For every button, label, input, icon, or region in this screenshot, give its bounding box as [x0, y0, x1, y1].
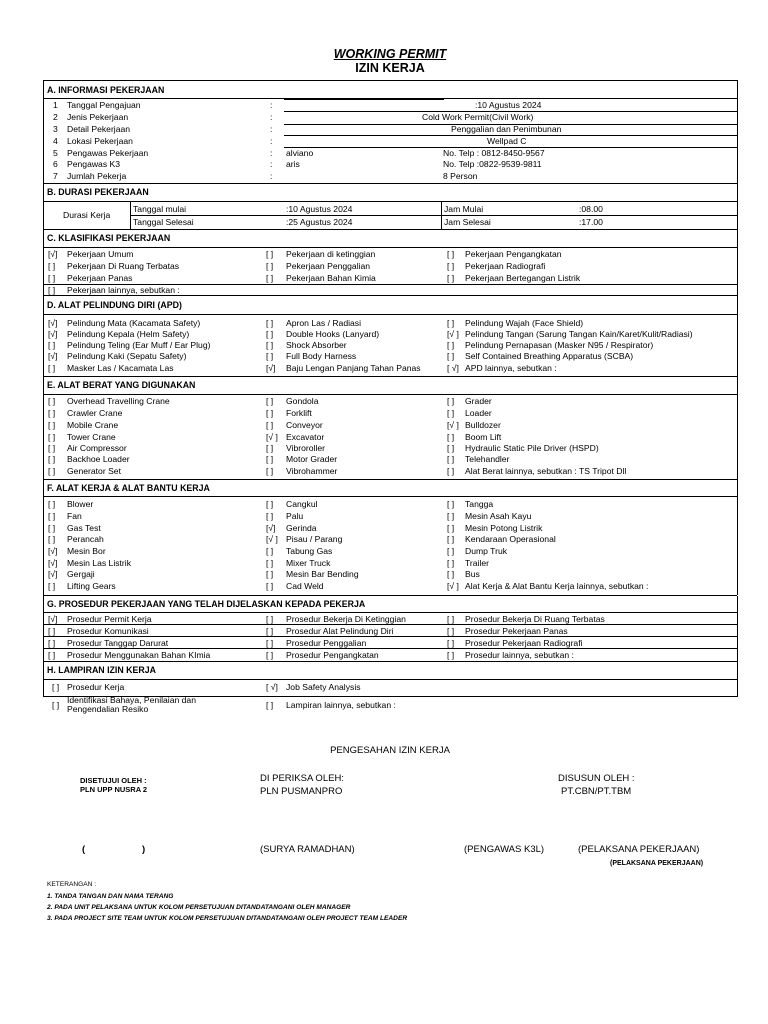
signature-pengawas: (PENGAWAS K3L)	[464, 844, 545, 855]
checkbox[interactable]: [ ]	[266, 443, 274, 453]
d-item-label: Full Body Harness	[286, 351, 357, 361]
checkbox[interactable]: [ ]	[266, 249, 274, 259]
d-item-label: Baju Lengan Panjang Tahan Panas	[286, 363, 421, 373]
f-item-label: Mesin Las Listrik	[67, 558, 131, 568]
e-item-label: Excavator	[286, 432, 325, 442]
checkbox[interactable]: [ ]	[48, 466, 56, 476]
d-item-label: Pelindung Pernapasan (Masker N95 / Respirator)	[465, 340, 654, 350]
checkbox[interactable]: [√ ]	[447, 329, 459, 339]
checkbox[interactable]: [ ]	[447, 626, 455, 636]
checkbox[interactable]: [ ]	[447, 534, 455, 544]
info-colon: :	[270, 124, 273, 134]
row-number: 5	[53, 148, 58, 158]
checkbox[interactable]: [ ]	[48, 340, 56, 350]
c-item-label: Pekerjaan Bahan Kimia	[286, 273, 376, 283]
f-item-label: Gerinda	[286, 523, 317, 533]
checkbox[interactable]: [ ]	[447, 249, 455, 259]
disusun-label: DISUSUN OLEH :	[558, 773, 635, 784]
info-colon: :	[270, 148, 273, 158]
checkbox[interactable]: [√ ]	[266, 534, 278, 544]
f-item-label: Mesin Potong Listrik	[465, 523, 543, 533]
e-item-label: Telehandler	[465, 454, 510, 464]
d-item-label: Pelindung Teling (Ear Muff / Ear Plug)	[67, 340, 211, 350]
e-item-label: Conveyor	[286, 420, 323, 430]
e-item-label: Air Compressor	[67, 443, 127, 453]
info-extra: No. Telp :0822-9539-9811	[443, 159, 542, 169]
d-item-label: Pelindung Tangan (Sarung Tangan Kain/Karet/Kulit/Radiasi)	[465, 329, 693, 339]
checkbox[interactable]: [ ]	[266, 569, 274, 579]
c-item-label: Pekerjaan Umum	[67, 249, 134, 259]
checkbox[interactable]: [√ ]	[447, 420, 459, 430]
section-e-header: E. ALAT BERAT YANG DIGUNAKAN	[47, 380, 196, 390]
jam-selesai-label: Jam Selesai	[444, 217, 491, 227]
checkbox[interactable]: [ ]	[266, 650, 274, 660]
checkbox[interactable]: [ ]	[266, 318, 274, 328]
checkbox[interactable]: [ √]	[447, 363, 459, 373]
row-number: 1	[53, 100, 58, 110]
checkbox[interactable]: [ ]	[266, 396, 274, 406]
info-colon: :	[270, 112, 273, 122]
c-item-label: Pekerjaan Panas	[67, 273, 133, 283]
info-value: :10 Agustus 2024	[475, 100, 542, 110]
checkbox[interactable]: [ ]	[48, 511, 56, 521]
f-item-label: Palu	[286, 511, 304, 521]
info-label: Pengawas K3	[67, 159, 121, 169]
e-item-label: Mobile Crane	[67, 420, 119, 430]
e-item-label: Loader	[465, 408, 492, 418]
checkbox[interactable]: [ ]	[447, 546, 455, 556]
checkbox[interactable]: [ ]	[48, 396, 56, 406]
f-item-label: Gas Test	[67, 523, 101, 533]
checkbox[interactable]: [ ]	[447, 261, 455, 271]
c-item-label: Pekerjaan di ketinggian	[286, 249, 376, 259]
keterangan-note-1: 1. TANDA TANGAN DAN NAMA TERANG	[47, 893, 174, 900]
checkbox[interactable]: [√]	[48, 249, 58, 259]
e-item-label: Bulldozer	[465, 420, 501, 430]
f-item-label: Trailer	[465, 558, 490, 568]
checkbox[interactable]: [ ]	[447, 396, 455, 406]
e-item-label: Hydraulic Static Pile Driver (HSPD)	[465, 443, 599, 453]
section-g-header: G. PROSEDUR PEKERJAAN YANG TELAH DIJELASKAN KEPADA PEKERJA	[47, 599, 366, 609]
checkbox[interactable]: [√ ]	[447, 581, 459, 591]
checkbox[interactable]: [√]	[48, 329, 58, 339]
signature-paren-close: )	[142, 844, 146, 855]
checkbox[interactable]: [ ]	[48, 523, 56, 533]
checkbox[interactable]: [ ]	[447, 454, 455, 464]
row-number: 4	[53, 136, 58, 146]
checkbox[interactable]: [ ]	[266, 273, 274, 283]
e-item-label: Generator Set	[67, 466, 121, 476]
row-number: 6	[53, 159, 58, 169]
section-f-header: F. ALAT KERJA & ALAT BANTU KERJA	[47, 483, 210, 493]
e-item-label: Grader	[465, 396, 492, 406]
e-item-label: Backhoe Loader	[67, 454, 130, 464]
tanggal-mulai-value: :10 Agustus 2024	[286, 204, 353, 214]
checkbox[interactable]: [ ]	[447, 340, 455, 350]
checkbox[interactable]: [√]	[48, 569, 58, 579]
checkbox[interactable]: [ ]	[48, 420, 56, 430]
section-b-header: B. DURASI PEKERJAAN	[47, 187, 149, 197]
disusun-org: PT.CBN/PT.TBM	[561, 786, 632, 797]
checkbox[interactable]: [ ]	[447, 432, 455, 442]
f-item-label: Tabung Gas	[286, 546, 333, 556]
checkbox[interactable]: [ ]	[447, 650, 455, 660]
d-item-label: Shock Absorber	[286, 340, 347, 350]
checkbox[interactable]: [ ]	[266, 546, 274, 556]
checkbox[interactable]: [√ ]	[266, 432, 278, 442]
f-item-label: Gergaji	[67, 569, 95, 579]
d-item-label: Pelindung Wajah (Face Shield)	[465, 318, 584, 328]
checkbox[interactable]: [ ]	[266, 700, 274, 710]
keterangan-title: KETERANGAN :	[47, 881, 97, 888]
prosedur-kerja-label: Prosedur Kerja	[67, 682, 125, 692]
e-item-label: Gondola	[286, 396, 319, 406]
tanggal-mulai-label: Tanggal mulai	[133, 204, 187, 214]
info-label: Lokasi Pekerjaan	[67, 136, 133, 146]
e-item-label: Motor Grader	[286, 454, 338, 464]
e-item-label: Alat Berat lainnya, sebutkan : TS Tripot Dll	[465, 466, 627, 476]
c-item-label: Pekerjaan Radiografi	[465, 261, 546, 271]
identifikasi-label-1: Identifikasi Bahaya, Penilaian dan	[67, 695, 196, 705]
jsa-label: Job Safety Analysis	[286, 682, 361, 692]
checkbox[interactable]: [ ]	[48, 534, 56, 544]
tanggal-selesai-value: :25 Agustus 2024	[286, 217, 353, 227]
checkbox[interactable]: [ ]	[48, 363, 56, 373]
signature-pelaksana-small: (PELAKSANA PEKERJAAN)	[610, 860, 704, 867]
info-extra: 8 Person	[443, 171, 478, 181]
f-item-label: Blower	[67, 499, 94, 509]
g-item-label: Prosedur Alat Pelindung Diri	[286, 626, 394, 636]
checkbox[interactable]: [ ]	[447, 569, 455, 579]
checkbox[interactable]: [ ]	[266, 626, 274, 636]
checkbox[interactable]: [ ]	[447, 499, 455, 509]
keterangan-note-2: 2. PADA UNIT PELAKSANA UNTUK KOLOM PERSETUJUAN DITANDATANGANI OLEH MANAGER	[47, 904, 351, 911]
info-colon: :	[270, 159, 273, 169]
checkbox[interactable]: [√]	[48, 614, 58, 624]
checkbox[interactable]: [√]	[266, 523, 276, 533]
info-label: Tanggal Pengajuan	[67, 100, 141, 110]
g-item-label: Prosedur Pekerjaan Radiografi	[465, 638, 583, 648]
c-item-label: Pekerjaan Bertegangan Listrik	[465, 273, 581, 283]
identifikasi-label-2: Pengendalian Resiko	[67, 704, 149, 714]
signature-paren-open: (	[82, 844, 86, 855]
g-item-label: Prosedur Bekerja Di Ruang Terbatas	[465, 614, 605, 624]
checkbox[interactable]: [ ]	[266, 329, 274, 339]
checkbox[interactable]: [ ]	[266, 499, 274, 509]
section-a-header: A. INFORMASI PEKERJAAN	[47, 85, 165, 95]
info-label: Pengawas Pekerjaan	[67, 148, 149, 158]
signature-pelaksana: (PELAKSANA PEKERJAAN)	[578, 844, 700, 855]
f-item-label: Mesin Bar Bending	[286, 569, 359, 579]
d-item-label: Pelindung Kaki (Sepatu Safety)	[67, 351, 187, 361]
c-item-label: Pekerjaan Penggalian	[286, 261, 371, 271]
checkbox[interactable]: [ ]	[48, 638, 56, 648]
d-item-label: Pelindung Kepala (Helm Safety)	[67, 329, 190, 339]
checkbox[interactable]: [ ]	[266, 558, 274, 568]
checkbox[interactable]: [ ]	[447, 511, 455, 521]
checkbox[interactable]: [ ]	[266, 638, 274, 648]
g-item-label: Prosedur Menggunakan Bahan KImia	[67, 650, 211, 660]
c-item-label: Pekerjaan lainnya, sebutkan :	[67, 285, 180, 295]
disetujui-org: PLN UPP NUSRA 2	[80, 785, 148, 794]
lampiran-lainnya-label: Lampiran lainnya, sebutkan :	[286, 700, 396, 710]
f-item-label: Bus	[465, 569, 480, 579]
checkbox[interactable]: [ ]	[48, 650, 56, 660]
checkbox[interactable]: [ ]	[52, 682, 60, 692]
checkbox[interactable]: [ ]	[266, 466, 274, 476]
checkbox[interactable]: [ ]	[48, 432, 56, 442]
checkbox[interactable]: [ ]	[52, 700, 60, 710]
g-item-label: Prosedur Permit Kerja	[67, 614, 152, 624]
g-item-label: Prosedur lainnya, sebutkan :	[465, 650, 574, 660]
row-number: 3	[53, 124, 58, 134]
durasi-label: Durasi Kerja	[63, 210, 111, 220]
diperiksa-label: DI PERIKSA OLEH:	[260, 773, 344, 784]
jam-selesai-value: :17.00	[579, 217, 603, 227]
g-item-label: Prosedur Tanggap Darurat	[67, 638, 169, 648]
signature-surya: (SURYA RAMADHAN)	[260, 844, 355, 855]
info-colon: :	[270, 100, 273, 110]
checkbox[interactable]: [ ]	[447, 273, 455, 283]
f-item-label: Mesin Bor	[67, 546, 106, 556]
f-item-label: Tangga	[465, 499, 494, 509]
g-item-label: Prosedur Komunikasi	[67, 626, 149, 636]
section-d-header: D. ALAT PELINDUNG DIRI (APD)	[47, 300, 182, 310]
checkbox[interactable]: [ ]	[447, 408, 455, 418]
checkbox[interactable]: [√]	[48, 351, 58, 361]
checkbox[interactable]: [ ]	[447, 558, 455, 568]
g-item-label: Prosedur Penggalian	[286, 638, 367, 648]
f-item-label: Kendaraan Operasional	[465, 534, 556, 544]
c-item-label: Pekerjaan Pengangkatan	[465, 249, 562, 259]
f-item-label: Alat Kerja & Alat Bantu Kerja lainnya, sebutkan :	[465, 581, 649, 591]
checkbox[interactable]: [ ]	[266, 408, 274, 418]
d-item-label: APD lainnya, sebutkan :	[465, 363, 557, 373]
tanggal-selesai-label: Tanggal Selesai	[133, 217, 194, 227]
e-item-label: Tower Crane	[67, 432, 116, 442]
d-item-label: Pelindung Mata (Kacamata Safety)	[67, 318, 201, 328]
document-title: WORKING PERMIT	[333, 47, 447, 61]
f-item-label: Fan	[67, 511, 82, 521]
jam-mulai-label: Jam Mulai	[444, 204, 484, 214]
checkbox[interactable]: [ ]	[447, 523, 455, 533]
f-item-label: Lifting Gears	[67, 581, 116, 591]
c-item-label: Pekerjaan Di Ruang Terbatas	[67, 261, 180, 271]
f-item-label: Pisau / Parang	[286, 534, 343, 544]
g-item-label: Prosedur Pengangkatan	[286, 650, 379, 660]
e-item-label: Vibroroller	[286, 443, 326, 453]
checkbox[interactable]: [ ]	[266, 581, 274, 591]
checkbox[interactable]: [ ]	[48, 443, 56, 453]
row-number: 7	[53, 171, 58, 181]
e-item-label: Boom Lift	[465, 432, 502, 442]
f-item-label: Perancah	[67, 534, 104, 544]
keterangan-note-3: 3. PADA PROJECT SITE TEAM UNTUK KOLOM PERSETUJUAN DITANDATANGANI OLEH PROJECT TEAM LEADER	[47, 915, 408, 922]
info-label: Jenis Pekerjaan	[67, 112, 129, 122]
checkbox[interactable]: [ ]	[48, 408, 56, 418]
checkbox[interactable]: [ ]	[266, 340, 274, 350]
info-label: Jumlah Pekerja	[67, 171, 127, 181]
section-h-header: H. LAMPIRAN IZIN KERJA	[47, 665, 156, 675]
info-value: Wellpad C	[487, 136, 527, 146]
checkbox[interactable]: [ ]	[266, 420, 274, 430]
checkbox[interactable]: [ ]	[266, 261, 274, 271]
d-item-label: Masker Las / Kacamata Las	[67, 363, 174, 373]
f-item-label: Mesin Asah Kayu	[465, 511, 532, 521]
section-c-header: C. KLASIFIKASI PEKERJAAN	[47, 233, 171, 243]
checkbox[interactable]: [ ]	[48, 581, 56, 591]
d-item-label: Double Hooks (Lanyard)	[286, 329, 380, 339]
info-value: Cold Work Permit(Civil Work)	[422, 112, 534, 122]
f-item-label: Cangkul	[286, 499, 318, 509]
document-subtitle: IZIN KERJA	[355, 61, 425, 75]
d-item-label: Self Contained Breathing Apparatus (SCBA)	[465, 351, 634, 361]
info-colon: :	[270, 136, 273, 146]
disetujui-label: DISETUJUI OLEH :	[80, 776, 147, 785]
checkbox[interactable]: [ ]	[447, 318, 455, 328]
checkbox[interactable]: [ √]	[266, 682, 278, 692]
info-value: aris	[286, 159, 300, 169]
checkbox[interactable]: [ ]	[48, 454, 56, 464]
f-item-label: Dump Truk	[465, 546, 508, 556]
checkbox[interactable]: [ ]	[48, 626, 56, 636]
jam-mulai-value: :08.00	[579, 204, 603, 214]
checkbox[interactable]: [ ]	[266, 511, 274, 521]
checkbox[interactable]: [ ]	[48, 273, 56, 283]
checkbox[interactable]: [ ]	[48, 499, 56, 509]
checkbox[interactable]: [ ]	[266, 454, 274, 464]
info-value: Penggalian dan Penimbunan	[451, 124, 562, 134]
g-item-label: Prosedur Bekerja Di Ketinggian	[286, 614, 406, 624]
e-item-label: Vibrohammer	[286, 466, 338, 476]
row-number: 2	[53, 112, 58, 122]
d-item-label: Apron Las / Radiasi	[286, 318, 361, 328]
info-value: alviano	[286, 148, 314, 158]
checkbox[interactable]: [ ]	[447, 351, 455, 361]
pengesahan-title: PENGESAHAN IZIN KERJA	[330, 745, 450, 756]
f-item-label: Mixer Truck	[286, 558, 331, 568]
checkbox[interactable]: [√]	[266, 363, 276, 373]
checkbox[interactable]: [√]	[48, 558, 58, 568]
checkbox[interactable]: [ ]	[266, 351, 274, 361]
e-item-label: Crawler Crane	[67, 408, 123, 418]
checkbox[interactable]: [ ]	[266, 614, 274, 624]
checkbox[interactable]: [√]	[48, 546, 58, 556]
info-extra: No. Telp : 0812-8450-9567	[443, 148, 545, 158]
checkbox[interactable]: [ ]	[48, 261, 56, 271]
g-item-label: Prosedur Pekerjaan Panas	[465, 626, 568, 636]
checkbox[interactable]: [√]	[48, 318, 58, 328]
checkbox[interactable]: [ ]	[447, 638, 455, 648]
checkbox[interactable]: [ ]	[447, 614, 455, 624]
f-item-label: Cad Weld	[286, 581, 324, 591]
e-item-label: Forklift	[286, 408, 312, 418]
checkbox[interactable]: [ ]	[447, 466, 455, 476]
info-label: Detail Pekerjaan	[67, 124, 131, 134]
checkbox[interactable]: [ ]	[48, 285, 56, 295]
diperiksa-org: PLN PUSMANPRO	[260, 786, 343, 797]
checkbox[interactable]: [ ]	[447, 443, 455, 453]
info-colon: :	[270, 171, 273, 181]
e-item-label: Overhead Travelling Crane	[67, 396, 170, 406]
